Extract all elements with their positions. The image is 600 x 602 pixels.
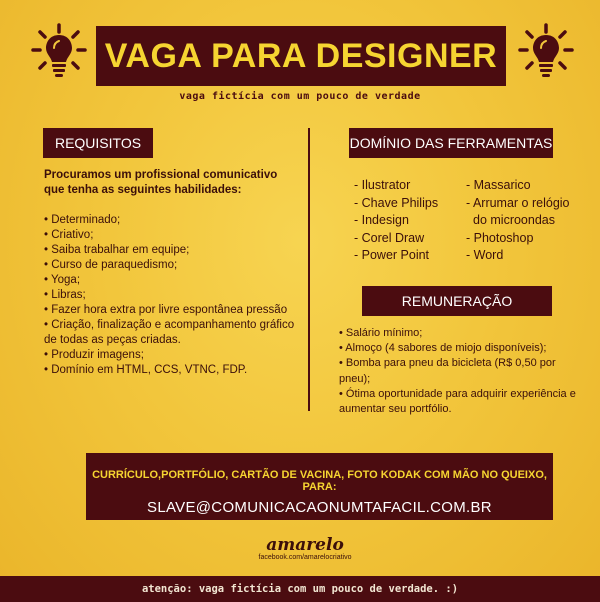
list-item: - Corel Draw	[354, 230, 425, 245]
application-email[interactable]: SLAVE@COMUNICACAONUMTAFACIL.COM.BR	[147, 499, 492, 516]
requirements-label: REQUISITOS	[54, 135, 142, 151]
list-item: - Massarico	[466, 178, 531, 192]
remuneration-label: REMUNERAÇÃO	[401, 293, 513, 309]
list-item: - Ilustrator	[354, 178, 411, 192]
list-item: • Fazer hora extra por livre espontânea pressão	[44, 304, 288, 316]
lightbulb-icon	[517, 22, 575, 80]
requirements-heading	[43, 128, 153, 158]
remuneration-list	[339, 326, 579, 417]
lightbulb-icon	[30, 22, 88, 80]
requirements-section	[44, 168, 299, 378]
requirements-intro: Procuramos um profissional comunicativo que tenha as seguintes habilidades:	[44, 169, 278, 196]
list-item: • Bomba para pneu da bicicleta (R$ 0,50 por pneu);	[339, 357, 556, 385]
list-item: - Chave Philips	[354, 195, 439, 210]
remuneration-heading	[362, 286, 552, 316]
tools-list-right	[466, 177, 576, 265]
list-item: • Determinado;	[44, 214, 121, 226]
list-item: • Criativo;	[44, 229, 94, 241]
list-item: - Arrumar o relógio	[466, 195, 570, 210]
title-banner	[96, 26, 506, 86]
tools-label: DOMÍNIO DAS FERRAMENTAS	[349, 135, 553, 151]
brand-logo	[255, 535, 355, 561]
list-item: • Ótima oportunidade para adquirir experiência e aumentar seu portfólio.	[339, 387, 576, 416]
list-item: • Almoço (4 sabores de miojo disponíveis);	[339, 342, 547, 355]
list-item: • Salário mínimo;	[339, 327, 423, 339]
list-item: - Word	[466, 248, 504, 262]
list-item: - Photoshop	[466, 230, 534, 245]
list-item: - Power Point	[354, 248, 430, 262]
list-item: do microondas	[473, 213, 555, 227]
list-item: • Domínio em HTML, CCS, VTNC, FDP.	[44, 364, 248, 376]
page-title: VAGA PARA DESIGNER	[104, 36, 498, 75]
list-item: • Produzir imagens;	[44, 349, 144, 361]
footer-notice: atenção: vaga fictícia com um pouco de verdade. :)	[141, 583, 459, 595]
list-item: • Criação, finalização e acompanhamento gráfico de todas as peças criadas.	[44, 319, 295, 346]
list-item: • Yoga;	[44, 274, 81, 286]
requirements-list	[44, 213, 299, 378]
facebook-link[interactable]: facebook.com/amarelocriativo	[258, 554, 352, 561]
application-instructions: CURRÍCULO,PORTFÓLIO, CARTÃO DE VACINA, FOTO KODAK COM MÃO NO QUEIXO, PARA:	[92, 469, 547, 493]
footer-bar	[0, 576, 600, 602]
column-divider	[308, 128, 310, 411]
list-item: - Indesign	[354, 213, 409, 227]
list-item: • Curso de paraquedismo;	[44, 259, 178, 271]
page-subtitle: vaga fictícia com um pouco de verdade	[179, 91, 421, 102]
list-item: • Saiba trabalhar em equipe;	[44, 244, 190, 256]
application-box	[86, 453, 553, 520]
tools-heading	[349, 128, 553, 158]
list-item: • Libras;	[44, 289, 86, 301]
tools-list-left	[354, 177, 464, 265]
brand-name: amarelo	[266, 535, 344, 555]
